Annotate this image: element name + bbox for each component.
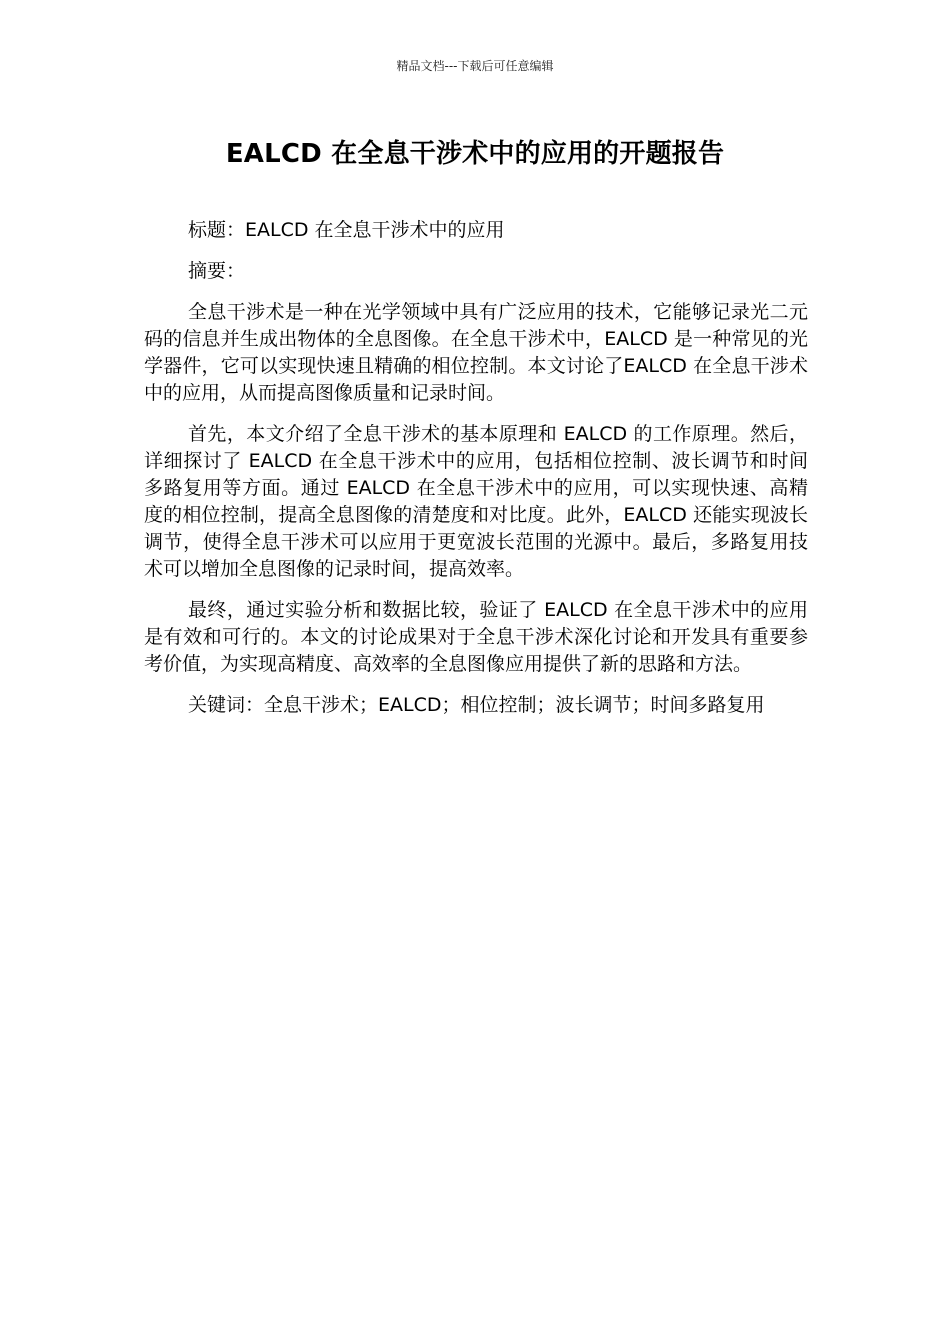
abstract-paragraph: 最终，通过实验分析和数据比较，验证了 EALCD 在全息干涉术中的应用是有效和可行的。本文的讨论成果对于全息干涉术深化讨论和开发具有重要参考价值，为实现高精度、高效率的全息图像应用提供了新的思路和方法。	[144, 599, 808, 675]
page-header: 精品文档---下载后可任意编辑	[396, 59, 554, 73]
abstract-label: 摘要：	[188, 260, 246, 282]
keywords-line: 关键词：全息干涉术；EALCD；相位控制；波长调节；时间多路复用	[188, 694, 765, 716]
abstract-paragraph: 全息干涉术是一种在光学领域中具有广泛应用的技术，它能够记录光二元码的信息并生成出物体的全息图像。在全息干涉术中，EALCD 是一种常见的光学器件，它可以实现快速且精确的相位控制。本文讨论了EALCD 在全息干涉术中的应用，从而提高图像质量和记录时间。	[144, 301, 808, 404]
document-body	[144, 217, 808, 733]
subject-line: 标题：EALCD 在全息干涉术中的应用	[188, 219, 505, 241]
document-title: EALCD 在全息干涉术中的应用的开题报告	[225, 139, 725, 169]
abstract-paragraph: 首先，本文介绍了全息干涉术的基本原理和 EALCD 的工作原理。然后，详细探讨了 EALCD 在全息干涉术中的应用，包括相位控制、波长调节和时间多路复用等方面。通过 EALCD 在全息干涉术中的应用，可以实现快速、高精度的相位控制，提高全息图像的清楚度和对比度。此外，EALCD 还能实现波长调节，使得全息干涉术可以应用于更宽波长范围的光源中。最后，多路复用技术可以增加全息图像的记录时间，提高效率。	[144, 423, 808, 580]
